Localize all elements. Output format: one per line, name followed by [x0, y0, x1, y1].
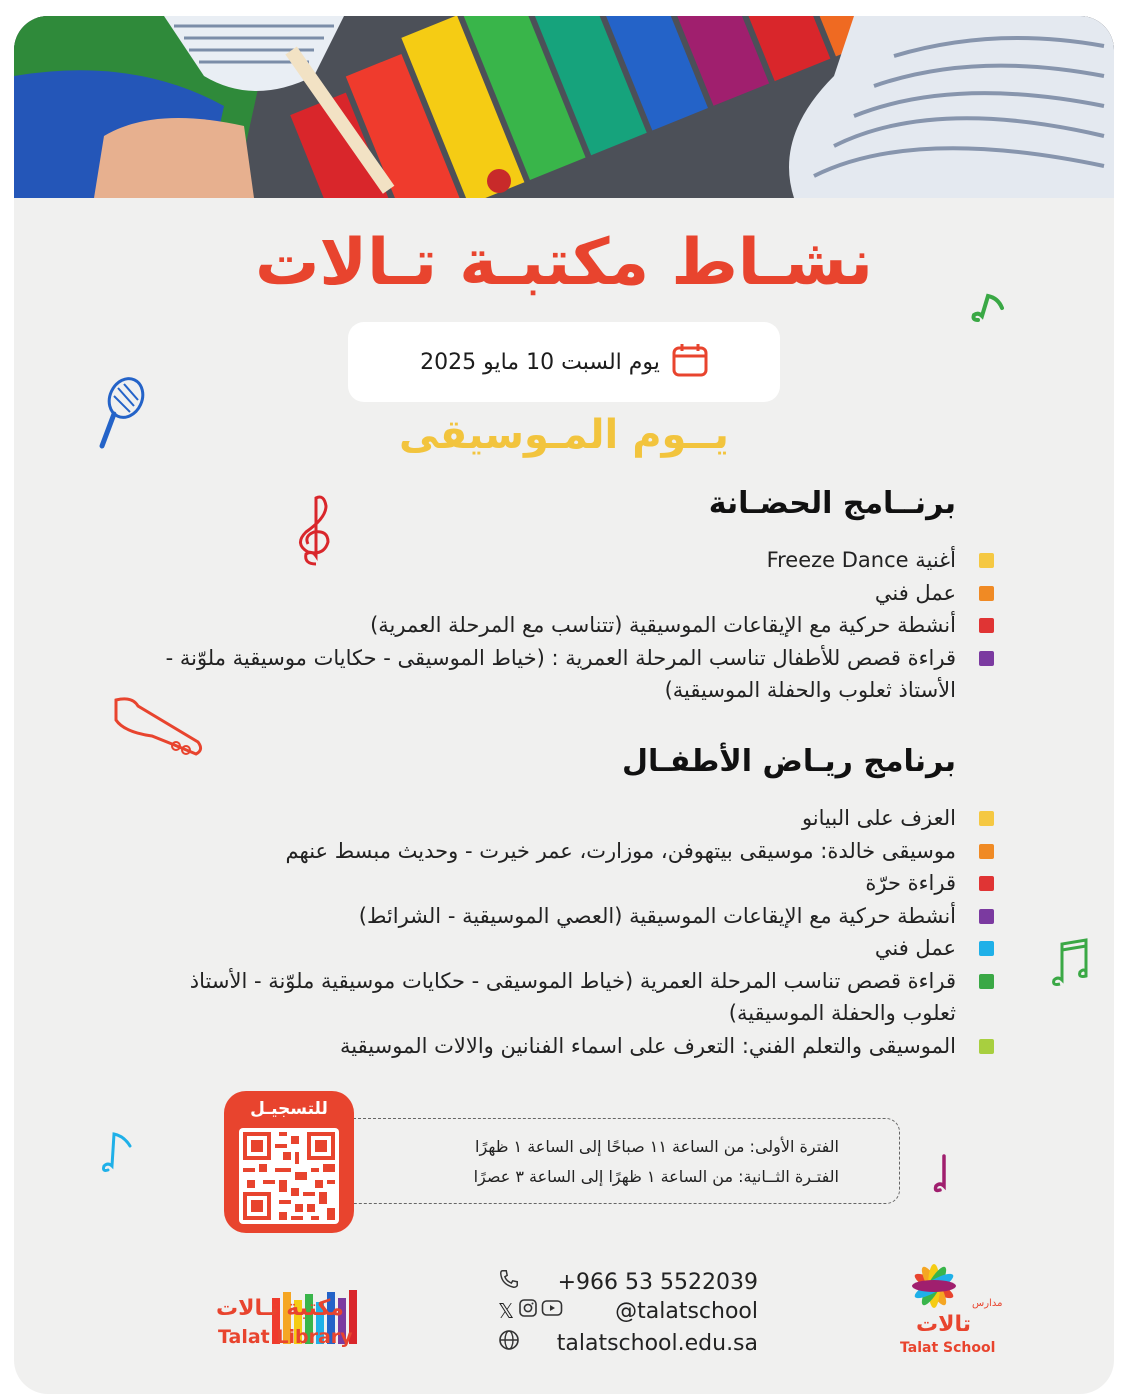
event-date: يوم السبت 10 مايو 2025: [420, 349, 660, 375]
phone-number: +966 53 5522039: [557, 1269, 758, 1295]
contact-website[interactable]: [498, 1329, 758, 1357]
page-title: نشـاط مكتبـة تـالات: [255, 226, 873, 300]
bullet-square: [979, 553, 994, 568]
event-subtitle: يــوم المـوسيقى: [399, 412, 729, 458]
list-item: قراءة قصص تناسب المرحلة العمرية (خياط الموسيقى - حكايات موسيقية ملوّنة - الأستاذ ثعلوب والحفلة الموسيقية): [134, 965, 994, 1030]
contact-social[interactable]: [498, 1298, 758, 1324]
bullet-square: [979, 974, 994, 989]
first-period-text: الفترة الأولى: من الساعة ١١ صباحًا إلى الساعة ١ ظهرًا: [475, 1137, 839, 1156]
music-note-icon: [100, 1128, 136, 1178]
bullet-square: [979, 909, 994, 924]
youtube-icon: [541, 1298, 563, 1324]
registration-label: للتسجيـل: [250, 1099, 328, 1119]
library-name-english: Talat Library: [218, 1326, 353, 1348]
registration-qr-tile[interactable]: [224, 1091, 354, 1233]
list-item: أنشطة حركية مع الإيقاعات الموسيقية (تتناسب مع المرحلة العمرية): [134, 609, 994, 642]
school-name-english: Talat School: [900, 1340, 996, 1356]
list-item: قراءة حرّة: [134, 867, 994, 900]
bullet-square: [979, 586, 994, 601]
date-pill: [348, 322, 780, 402]
session-times-box: [334, 1118, 900, 1204]
globe-icon: [498, 1329, 520, 1357]
list-item: أنشطة حركية مع الإيقاعات الموسيقية (العصي الموسيقية - الشرائط): [134, 900, 994, 933]
contact-phone[interactable]: [498, 1268, 758, 1296]
list-item: العزف على البيانو: [134, 802, 994, 835]
website-url: talatschool.edu.sa: [556, 1330, 758, 1356]
library-name-arabic: مكتبة تـالات: [216, 1296, 344, 1321]
quarter-note-icon: [932, 1152, 954, 1196]
instagram-icon: [518, 1298, 538, 1324]
nursery-program-list: [134, 544, 994, 707]
second-period-text: الفتـرة الثــانية: من الساعة ١ ظهرًا إلى الساعة ٣ عصرًا: [473, 1167, 839, 1186]
treble-clef-icon: [290, 492, 340, 568]
school-label-small: مدارس: [972, 1298, 1003, 1309]
kindergarten-program-list: [134, 802, 994, 1062]
list-item: عمل فني: [134, 577, 994, 610]
kindergarten-program-heading: برنامج ريـاض الأطفـال: [622, 744, 956, 779]
school-name-arabic: تالات: [916, 1312, 972, 1337]
x-icon: 𝕏: [498, 1299, 515, 1323]
trumpet-icon: [112, 692, 208, 762]
phone-icon: [498, 1268, 520, 1296]
list-item: قراءة قصص للأطفال تناسب المرحلة العمرية : (خياط الموسيقى - حكايات موسيقية ملوّنة - الأستاذ ثعلوب والحفلة الموسيقية): [134, 642, 994, 707]
hero-xylophone-image: [14, 16, 1114, 198]
bullet-square: [979, 941, 994, 956]
list-item: موسيقى خالدة: موسيقى بيتهوفن، موزارت، عمر خيرت - وحديث مبسط عنهم: [134, 835, 994, 868]
bullet-square: [979, 844, 994, 859]
maracas-icon: [90, 376, 150, 454]
bullet-square: [979, 811, 994, 826]
bullet-square: [979, 876, 994, 891]
list-item: عمل فني: [134, 932, 994, 965]
calendar-icon: [672, 343, 708, 381]
list-item: أغنية Freeze Dance: [134, 544, 994, 577]
nursery-program-heading: برنــامج الحضـانة: [708, 486, 956, 521]
social-handle: @talatschool: [615, 1298, 758, 1324]
bullet-square: [979, 1039, 994, 1054]
list-item: الموسيقى والتعلم الفني: التعرف على اسماء الفنانين والالات الموسيقية: [134, 1030, 994, 1063]
bullet-square: [979, 618, 994, 633]
qr-code-icon[interactable]: [239, 1128, 339, 1224]
beamed-notes-icon: [1048, 936, 1092, 992]
bullet-square: [979, 651, 994, 666]
flyer-card: [14, 16, 1114, 1394]
eighth-note-icon: [968, 290, 1008, 326]
